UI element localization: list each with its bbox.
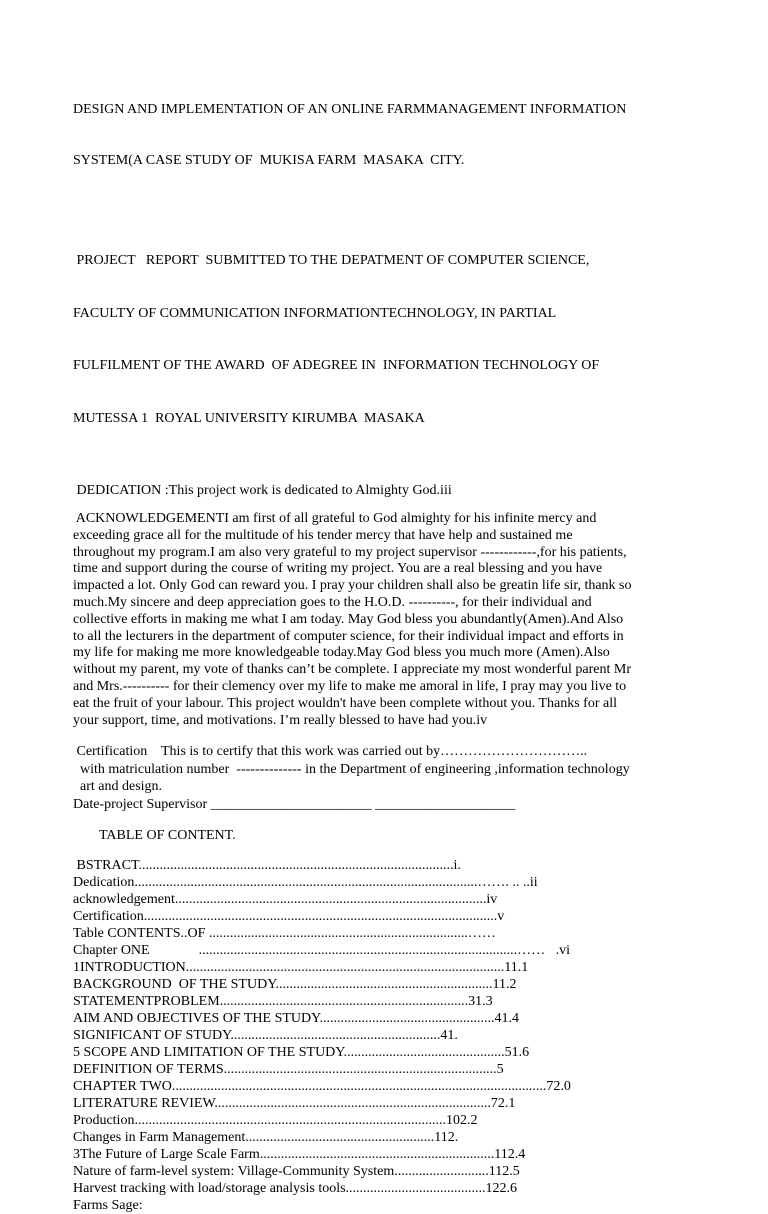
ack-line: eat the fruit of your labour. This project wouldn't have been complete without you. Thanks for all [73,695,617,711]
toc-entry: AIM AND OBJECTIVES OF THE STUDY..................................................41.4 [73,1011,519,1027]
toc-entry: Chapter ONE ...........................................................................................…… .vi [73,943,570,959]
toc-entry: Farms Sage: [73,1198,143,1214]
toc-entry: BACKGROUND OF THE STUDY..............................................................11.2 [73,977,517,993]
toc-entry: acknowledgement.........................................................................................iv [73,892,498,908]
ack-line: and Mrs.---------- for their clemency over my life to make me amoral in life, I pray may you live to [73,678,627,694]
ack-line: without my parent, my vote of thanks can’t be complete. I appreciate my most wonderful parent Mr [73,662,632,678]
ack-line: exceeding grace all for the multitude of his tender mercy that have help and sustained me [73,527,573,543]
toc-entry: CHAPTER TWO...........................................................................................................72.0 [73,1079,571,1095]
ack-line: collective efforts in making me what I am today. May God bless you abundantly(Amen).And Also [73,611,624,627]
cert-line: with matriculation number -------------- in the Department of engineering ,information technology [73,761,630,777]
toc-entry: SIGNIFICANT OF STUDY............................................................41. [73,1028,458,1044]
toc-entry: Table CONTENTS..OF ..........................................................................…… [73,926,496,942]
report-line: FULFILMENT OF THE AWARD OF ADEGREE IN INFORMATION TECHNOLOGY OF [73,358,600,373]
title-line: SYSTEM(A CASE STUDY OF MUKISA FARM MASAKA CITY. [73,153,465,168]
toc-entry: BSTRACT..........................................................................................i. [73,858,461,874]
toc-entry: Production.........................................................................................102.2 [73,1113,478,1129]
report-line: PROJECT REPORT SUBMITTED TO THE DEPATMENT OF COMPUTER SCIENCE, [73,253,590,268]
report-statement [73,217,703,462]
ack-line: much.My sincere and deep appreciation goes to the H.O.D. ----------, for their individual and [73,594,592,610]
document-page [73,67,703,1214]
acknowledgement-paragraph [73,511,703,729]
title-line: DESIGN AND IMPLEMENTATION OF AN ONLINE FARMMANAGEMENT INFORMATION [73,102,627,117]
toc-entry: Certification.....................................................................................................v [73,909,505,925]
document-title [73,67,703,203]
cert-line: Certification This is to certify that this work was carried out by………………………….. [73,744,588,760]
certification-section [73,743,703,813]
toc-entry: Changes in Farm Management......................................................112. [73,1130,459,1146]
ack-line: my life for making me more knowledgeable today.May God bless you much more (Amen).Also [73,645,610,661]
toc-entry: Harvest tracking with load/storage analysis tools........................................122.6 [73,1181,518,1197]
toc-entry: 3The Future of Large Scale Farm...................................................................112.4 [73,1147,526,1163]
toc-entry: DEFINITION OF TERMS..............................................................................5 [73,1062,504,1078]
ack-line: your support, time, and motivations. I’m really blessed to have had you.iv [73,712,488,728]
toc-entry: LITERATURE REVIEW...............................................................................72.1 [73,1096,516,1112]
ack-line: time and support during the course of writing my project. You are a real blessing and you have [73,561,603,577]
table-of-contents [73,857,703,1214]
cert-line: Date-project Supervisor _______________________ ____________________ [73,796,516,812]
ack-line: impacted a lot. Only God can reward you. I pray your children shall also be greatin life sir, thank so [73,578,632,594]
toc-entry: Dedication..................................................................................................……. .. ..ii [73,875,538,891]
dedication-paragraph: DEDICATION :This project work is dedicated to Almighty God.iii [73,483,452,498]
toc-entry: Nature of farm-level system: Village-Community System...........................112.5 [73,1164,520,1180]
ack-line: to all the lecturers in the department of computer science, for their individual impact and efforts in [73,628,624,644]
toc-entry: 5 SCOPE AND LIMITATION OF THE STUDY..............................................51.6 [73,1045,530,1061]
report-line: FACULTY OF COMMUNICATION INFORMATIONTECHNOLOGY, IN PARTIAL [73,305,557,321]
cert-line: art and design. [73,779,163,795]
ack-line: throughout my program.I am also very grateful to my project supervisor ------------,for his patients, [73,544,627,560]
toc-heading: TABLE OF CONTENT. [99,828,236,844]
toc-entry: STATEMENTPROBLEM.......................................................................31.3 [73,994,493,1010]
toc-entry: 1INTRODUCTION...........................................................................................11.1 [73,960,529,976]
ack-line: ACKNOWLEDGEMENTI am first of all grateful to God almighty for his infinite mercy and [73,511,597,526]
report-line: MUTESSA 1 ROYAL UNIVERSITY KIRUMBA MASAKA [73,410,425,426]
